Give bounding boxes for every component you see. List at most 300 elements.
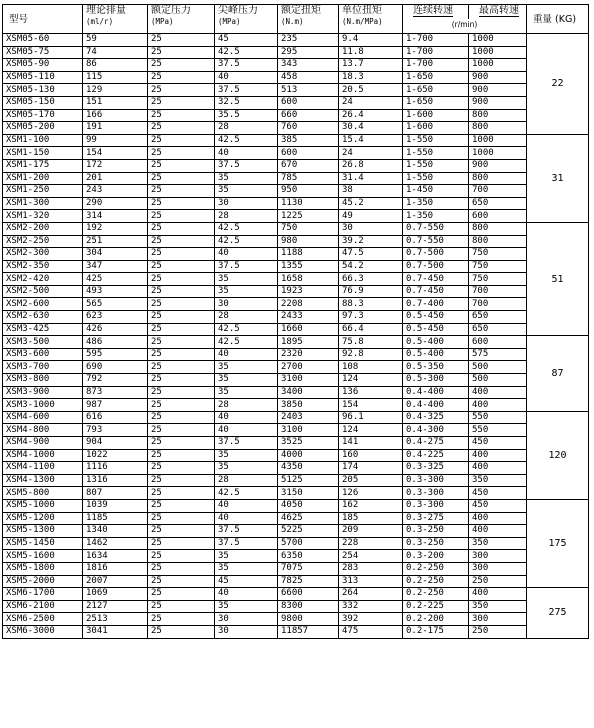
- cell-unit-torque: 209: [339, 525, 403, 538]
- cell-rated-torque: 760: [278, 122, 339, 135]
- cell-unit-torque: 66.4: [339, 323, 403, 336]
- table-row: [3, 172, 589, 185]
- cell-model: XSM3-800: [3, 374, 83, 387]
- cell-max-speed: 900: [469, 84, 527, 97]
- cell-max-speed: 900: [469, 96, 527, 109]
- cell-rated-torque: 950: [278, 185, 339, 198]
- header-row: [3, 5, 589, 20]
- cell-model: XSM2-200: [3, 222, 83, 235]
- table-row: [3, 147, 589, 160]
- table-row: [3, 134, 589, 147]
- cell-unit-torque: 30.4: [339, 122, 403, 135]
- cell-peak-pressure: 37.5: [215, 84, 278, 97]
- cell-unit-torque: 205: [339, 474, 403, 487]
- cell-peak-pressure: 28: [215, 311, 278, 324]
- cell-displacement: 793: [83, 424, 148, 437]
- cell-rated-pressure: 25: [148, 235, 215, 248]
- cell-model: XSM5-1600: [3, 550, 83, 563]
- cell-continuous-speed: 1-650: [403, 71, 469, 84]
- cell-max-speed: 800: [469, 235, 527, 248]
- cell-peak-pressure: 37.5: [215, 59, 278, 72]
- table-row: [3, 449, 589, 462]
- cell-unit-torque: 392: [339, 613, 403, 626]
- cell-unit-torque: 92.8: [339, 348, 403, 361]
- cell-continuous-speed: 1-600: [403, 122, 469, 135]
- cell-rated-torque: 6350: [278, 550, 339, 563]
- cell-displacement: 154: [83, 147, 148, 160]
- cell-displacement: 425: [83, 273, 148, 286]
- cell-unit-torque: 141: [339, 437, 403, 450]
- cell-peak-pressure: 35: [215, 172, 278, 185]
- cell-model: XSM4-800: [3, 424, 83, 437]
- cell-rated-torque: 1188: [278, 248, 339, 261]
- cell-continuous-speed: 0.3-300: [403, 474, 469, 487]
- cell-peak-pressure: 42.5: [215, 222, 278, 235]
- cell-peak-pressure: 37.5: [215, 437, 278, 450]
- cell-unit-torque: 66.3: [339, 273, 403, 286]
- cell-model: XSM2-500: [3, 285, 83, 298]
- cell-max-speed: 800: [469, 109, 527, 122]
- cell-max-speed: 750: [469, 273, 527, 286]
- cell-displacement: 1022: [83, 449, 148, 462]
- cell-peak-pressure: 35: [215, 185, 278, 198]
- cell-unit-torque: 185: [339, 512, 403, 525]
- cell-peak-pressure: 42.5: [215, 336, 278, 349]
- cell-rated-torque: 2403: [278, 411, 339, 424]
- table-row: [3, 248, 589, 261]
- cell-peak-pressure: 37.5: [215, 525, 278, 538]
- header-displacement-unit: (ml/r): [86, 17, 114, 26]
- cell-continuous-speed: 0.7-500: [403, 248, 469, 261]
- table-row: [3, 260, 589, 273]
- table-row: [3, 613, 589, 626]
- cell-model: XSM4-900: [3, 437, 83, 450]
- cell-weight: 87: [527, 336, 589, 412]
- cell-unit-torque: 88.3: [339, 298, 403, 311]
- table-row: [3, 197, 589, 210]
- cell-model: XSM4-1100: [3, 462, 83, 475]
- cell-unit-torque: 126: [339, 487, 403, 500]
- table-row: [3, 499, 589, 512]
- cell-model: XSM05-170: [3, 109, 83, 122]
- cell-max-speed: 575: [469, 348, 527, 361]
- cell-displacement: 493: [83, 285, 148, 298]
- cell-rated-torque: 2433: [278, 311, 339, 324]
- table-row: [3, 210, 589, 223]
- cell-continuous-speed: 0.7-450: [403, 273, 469, 286]
- cell-peak-pressure: 35: [215, 374, 278, 387]
- cell-continuous-speed: 0.4-300: [403, 424, 469, 437]
- cell-displacement: 115: [83, 71, 148, 84]
- cell-rated-torque: 1923: [278, 285, 339, 298]
- cell-unit-torque: 15.4: [339, 134, 403, 147]
- cell-unit-torque: 26.4: [339, 109, 403, 122]
- cell-model: XSM5-1450: [3, 537, 83, 550]
- cell-rated-pressure: 25: [148, 588, 215, 601]
- cell-max-speed: 400: [469, 399, 527, 412]
- cell-peak-pressure: 37.5: [215, 260, 278, 273]
- cell-unit-torque: 76.9: [339, 285, 403, 298]
- cell-peak-pressure: 35: [215, 386, 278, 399]
- cell-displacement: 166: [83, 109, 148, 122]
- cell-rated-pressure: 25: [148, 462, 215, 475]
- cell-unit-torque: 30: [339, 222, 403, 235]
- cell-unit-torque: 11.8: [339, 46, 403, 59]
- cell-max-speed: 650: [469, 311, 527, 324]
- cell-model: XSM05-60: [3, 34, 83, 47]
- cell-continuous-speed: 1-700: [403, 34, 469, 47]
- cell-unit-torque: 47.5: [339, 248, 403, 261]
- cell-continuous-speed: 0.3-300: [403, 487, 469, 500]
- table-row: [3, 46, 589, 59]
- cell-rated-torque: 3850: [278, 399, 339, 412]
- cell-weight: 120: [527, 411, 589, 499]
- cell-displacement: 1634: [83, 550, 148, 563]
- cell-max-speed: 450: [469, 499, 527, 512]
- cell-model: XSM05-75: [3, 46, 83, 59]
- cell-max-speed: 600: [469, 336, 527, 349]
- cell-rated-pressure: 25: [148, 474, 215, 487]
- cell-model: XSM1-150: [3, 147, 83, 160]
- cell-rated-pressure: 25: [148, 600, 215, 613]
- cell-continuous-speed: 1-650: [403, 96, 469, 109]
- cell-displacement: 1340: [83, 525, 148, 538]
- table-row: [3, 323, 589, 336]
- header-weight: 重量 (KG): [527, 5, 589, 34]
- cell-displacement: 486: [83, 336, 148, 349]
- cell-rated-pressure: 25: [148, 575, 215, 588]
- cell-unit-torque: 75.8: [339, 336, 403, 349]
- cell-model: XSM2-350: [3, 260, 83, 273]
- cell-model: XSM2-250: [3, 235, 83, 248]
- cell-peak-pressure: 37.5: [215, 159, 278, 172]
- cell-displacement: 1069: [83, 588, 148, 601]
- cell-max-speed: 450: [469, 487, 527, 500]
- cell-continuous-speed: 0.5-300: [403, 374, 469, 387]
- table-row: [3, 386, 589, 399]
- table-row: [3, 84, 589, 97]
- table-row: [3, 311, 589, 324]
- table-row: [3, 600, 589, 613]
- cell-rated-torque: 3100: [278, 424, 339, 437]
- cell-unit-torque: 13.7: [339, 59, 403, 72]
- cell-max-speed: 1000: [469, 46, 527, 59]
- cell-peak-pressure: 40: [215, 71, 278, 84]
- table-row: [3, 235, 589, 248]
- cell-max-speed: 450: [469, 437, 527, 450]
- table-row: [3, 109, 589, 122]
- cell-model: XSM2-300: [3, 248, 83, 261]
- cell-unit-torque: 26.8: [339, 159, 403, 172]
- cell-peak-pressure: 35: [215, 361, 278, 374]
- cell-continuous-speed: 0.7-550: [403, 235, 469, 248]
- header-rated-pressure-label: 额定压力: [151, 5, 191, 16]
- cell-continuous-speed: 0.3-250: [403, 537, 469, 550]
- cell-unit-torque: 108: [339, 361, 403, 374]
- cell-rated-pressure: 25: [148, 172, 215, 185]
- cell-peak-pressure: 28: [215, 122, 278, 135]
- cell-rated-torque: 670: [278, 159, 339, 172]
- cell-model: XSM1-300: [3, 197, 83, 210]
- cell-unit-torque: 154: [339, 399, 403, 412]
- cell-displacement: 59: [83, 34, 148, 47]
- cell-max-speed: 300: [469, 562, 527, 575]
- cell-max-speed: 800: [469, 172, 527, 185]
- cell-rated-torque: 980: [278, 235, 339, 248]
- cell-rated-torque: 7825: [278, 575, 339, 588]
- cell-model: XSM2-420: [3, 273, 83, 286]
- table-row: [3, 399, 589, 412]
- cell-max-speed: 350: [469, 600, 527, 613]
- cell-rated-torque: 458: [278, 71, 339, 84]
- cell-displacement: 2007: [83, 575, 148, 588]
- table-row: [3, 462, 589, 475]
- cell-unit-torque: 96.1: [339, 411, 403, 424]
- cell-peak-pressure: 30: [215, 197, 278, 210]
- cell-rated-torque: 11857: [278, 625, 339, 638]
- cell-unit-torque: 124: [339, 424, 403, 437]
- cell-continuous-speed: 0.2-250: [403, 562, 469, 575]
- cell-displacement: 3041: [83, 625, 148, 638]
- cell-rated-pressure: 25: [148, 59, 215, 72]
- header-unit-torque: [339, 5, 403, 34]
- cell-peak-pressure: 35: [215, 462, 278, 475]
- cell-displacement: 129: [83, 84, 148, 97]
- cell-continuous-speed: 1-700: [403, 46, 469, 59]
- cell-unit-torque: 24: [339, 147, 403, 160]
- cell-displacement: 99: [83, 134, 148, 147]
- cell-peak-pressure: 42.5: [215, 134, 278, 147]
- cell-rated-torque: 2208: [278, 298, 339, 311]
- cell-rated-pressure: 25: [148, 625, 215, 638]
- table-row: [3, 588, 589, 601]
- header-continuous-speed: [403, 5, 469, 20]
- cell-unit-torque: 475: [339, 625, 403, 638]
- header-displacement: [83, 5, 148, 34]
- header-unit-torque-label: 单位扭矩: [342, 5, 382, 16]
- table-row: [3, 562, 589, 575]
- cell-continuous-speed: 1-600: [403, 109, 469, 122]
- cell-model: XSM1-100: [3, 134, 83, 147]
- cell-model: XSM4-1300: [3, 474, 83, 487]
- cell-rated-pressure: 25: [148, 222, 215, 235]
- cell-rated-torque: 4350: [278, 462, 339, 475]
- cell-peak-pressure: 35: [215, 449, 278, 462]
- cell-rated-pressure: 25: [148, 550, 215, 563]
- table-row: [3, 575, 589, 588]
- cell-max-speed: 500: [469, 374, 527, 387]
- cell-rated-torque: 9800: [278, 613, 339, 626]
- cell-continuous-speed: 0.5-450: [403, 311, 469, 324]
- cell-displacement: 1185: [83, 512, 148, 525]
- cell-max-speed: 350: [469, 537, 527, 550]
- cell-peak-pressure: 30: [215, 298, 278, 311]
- cell-displacement: 86: [83, 59, 148, 72]
- cell-rated-pressure: 25: [148, 134, 215, 147]
- cell-weight: 51: [527, 222, 589, 335]
- cell-peak-pressure: 40: [215, 512, 278, 525]
- cell-model: XSM05-150: [3, 96, 83, 109]
- cell-model: XSM05-200: [3, 122, 83, 135]
- cell-displacement: 347: [83, 260, 148, 273]
- cell-rated-pressure: 25: [148, 525, 215, 538]
- cell-model: XSM4-1000: [3, 449, 83, 462]
- cell-displacement: 426: [83, 323, 148, 336]
- cell-unit-torque: 24: [339, 96, 403, 109]
- cell-rated-torque: 4050: [278, 499, 339, 512]
- cell-rated-torque: 1225: [278, 210, 339, 223]
- cell-displacement: 1116: [83, 462, 148, 475]
- table-row: [3, 273, 589, 286]
- cell-model: XSM5-1200: [3, 512, 83, 525]
- cell-rated-pressure: 25: [148, 147, 215, 160]
- cell-rated-torque: 3100: [278, 374, 339, 387]
- table-row: [3, 348, 589, 361]
- cell-continuous-speed: 0.5-400: [403, 336, 469, 349]
- cell-unit-torque: 160: [339, 449, 403, 462]
- cell-model: XSM5-1000: [3, 499, 83, 512]
- cell-unit-torque: 31.4: [339, 172, 403, 185]
- cell-displacement: 74: [83, 46, 148, 59]
- table-row: [3, 222, 589, 235]
- header-model: 型号: [3, 5, 83, 34]
- cell-max-speed: 1000: [469, 34, 527, 47]
- cell-displacement: 290: [83, 197, 148, 210]
- cell-peak-pressure: 42.5: [215, 46, 278, 59]
- cell-continuous-speed: 0.7-550: [403, 222, 469, 235]
- cell-peak-pressure: 30: [215, 613, 278, 626]
- cell-rated-pressure: 25: [148, 348, 215, 361]
- cell-max-speed: 800: [469, 222, 527, 235]
- cell-displacement: 192: [83, 222, 148, 235]
- header-unit-torque-unit: (N.m/MPa): [342, 17, 383, 26]
- cell-rated-pressure: 25: [148, 499, 215, 512]
- table-row: [3, 336, 589, 349]
- cell-continuous-speed: 0.5-400: [403, 348, 469, 361]
- cell-rated-pressure: 25: [148, 159, 215, 172]
- table-row: [3, 71, 589, 84]
- cell-continuous-speed: 0.7-450: [403, 285, 469, 298]
- cell-rated-pressure: 25: [148, 71, 215, 84]
- cell-max-speed: 300: [469, 550, 527, 563]
- cell-rated-torque: 7075: [278, 562, 339, 575]
- cell-peak-pressure: 28: [215, 399, 278, 412]
- cell-displacement: 251: [83, 235, 148, 248]
- cell-weight: 175: [527, 499, 589, 587]
- cell-continuous-speed: 0.4-400: [403, 399, 469, 412]
- cell-continuous-speed: 0.3-300: [403, 499, 469, 512]
- table-row: [3, 159, 589, 172]
- cell-continuous-speed: 0.4-400: [403, 386, 469, 399]
- cell-rated-torque: 5225: [278, 525, 339, 538]
- table-row: [3, 122, 589, 135]
- cell-rated-torque: 750: [278, 222, 339, 235]
- cell-max-speed: 400: [469, 386, 527, 399]
- cell-rated-pressure: 25: [148, 210, 215, 223]
- cell-displacement: 807: [83, 487, 148, 500]
- table-row: [3, 298, 589, 311]
- cell-rated-pressure: 25: [148, 512, 215, 525]
- cell-continuous-speed: 0.3-275: [403, 512, 469, 525]
- cell-peak-pressure: 40: [215, 424, 278, 437]
- table-row: [3, 525, 589, 538]
- cell-peak-pressure: 40: [215, 147, 278, 160]
- cell-rated-torque: 600: [278, 96, 339, 109]
- cell-peak-pressure: 35: [215, 273, 278, 286]
- cell-peak-pressure: 35: [215, 562, 278, 575]
- header-peak-pressure-label: 尖峰压力: [218, 5, 258, 16]
- cell-max-speed: 1000: [469, 59, 527, 72]
- table-row: [3, 512, 589, 525]
- cell-model: XSM2-630: [3, 311, 83, 324]
- cell-rated-pressure: 25: [148, 386, 215, 399]
- cell-max-speed: 550: [469, 424, 527, 437]
- cell-peak-pressure: 32.5: [215, 96, 278, 109]
- cell-max-speed: 300: [469, 613, 527, 626]
- table-row: [3, 474, 589, 487]
- cell-rated-torque: 2320: [278, 348, 339, 361]
- cell-rated-torque: 235: [278, 34, 339, 47]
- cell-displacement: 201: [83, 172, 148, 185]
- cell-continuous-speed: 1-550: [403, 147, 469, 160]
- cell-peak-pressure: 35: [215, 550, 278, 563]
- cell-rated-torque: 5700: [278, 537, 339, 550]
- cell-max-speed: 500: [469, 361, 527, 374]
- cell-continuous-speed: 1-650: [403, 84, 469, 97]
- cell-displacement: 1039: [83, 499, 148, 512]
- cell-displacement: 1316: [83, 474, 148, 487]
- cell-max-speed: 1000: [469, 134, 527, 147]
- cell-max-speed: 650: [469, 323, 527, 336]
- cell-unit-torque: 283: [339, 562, 403, 575]
- cell-rated-pressure: 25: [148, 562, 215, 575]
- cell-displacement: 151: [83, 96, 148, 109]
- cell-displacement: 565: [83, 298, 148, 311]
- header-max-speed-label: 最高转速: [479, 5, 519, 16]
- cell-rated-pressure: 25: [148, 311, 215, 324]
- cell-continuous-speed: 1-350: [403, 197, 469, 210]
- cell-continuous-speed: 1-550: [403, 159, 469, 172]
- cell-peak-pressure: 35: [215, 600, 278, 613]
- cell-unit-torque: 136: [339, 386, 403, 399]
- table-row: [3, 185, 589, 198]
- cell-model: XSM3-425: [3, 323, 83, 336]
- cell-unit-torque: 49: [339, 210, 403, 223]
- cell-displacement: 595: [83, 348, 148, 361]
- cell-displacement: 690: [83, 361, 148, 374]
- table-row: [3, 537, 589, 550]
- cell-rated-torque: 295: [278, 46, 339, 59]
- cell-model: XSM3-1000: [3, 399, 83, 412]
- cell-continuous-speed: 0.4-225: [403, 449, 469, 462]
- cell-rated-pressure: 25: [148, 411, 215, 424]
- cell-unit-torque: 38: [339, 185, 403, 198]
- cell-displacement: 172: [83, 159, 148, 172]
- cell-displacement: 987: [83, 399, 148, 412]
- cell-weight: 31: [527, 134, 589, 222]
- cell-continuous-speed: 0.7-400: [403, 298, 469, 311]
- cell-unit-torque: 18.3: [339, 71, 403, 84]
- header-speed-unit: (r/min): [403, 19, 527, 34]
- cell-rated-torque: 600: [278, 147, 339, 160]
- cell-rated-torque: 1895: [278, 336, 339, 349]
- cell-rated-torque: 785: [278, 172, 339, 185]
- cell-continuous-speed: 0.2-250: [403, 588, 469, 601]
- cell-rated-pressure: 25: [148, 323, 215, 336]
- cell-unit-torque: 162: [339, 499, 403, 512]
- cell-model: XSM3-900: [3, 386, 83, 399]
- cell-rated-torque: 2700: [278, 361, 339, 374]
